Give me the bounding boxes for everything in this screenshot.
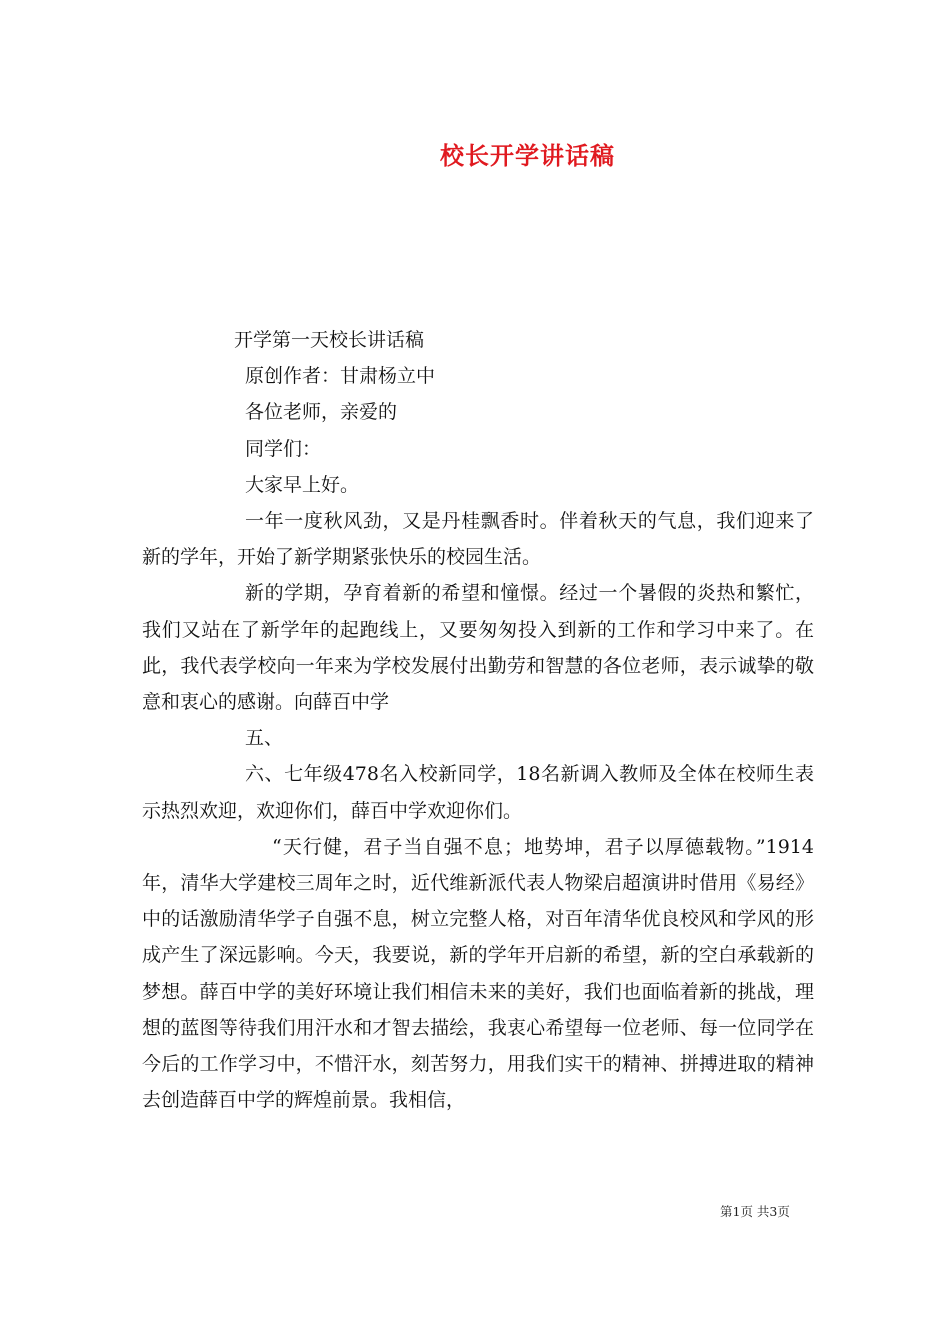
page-number-footer: 第1页 共3页 xyxy=(720,1204,790,1219)
page-title: 校长开学讲话稿 xyxy=(440,142,615,170)
paragraph-1: 一年一度秋风劲，又是丹桂飘香时。伴着秋天的气息，我们迎来了新的学年，开始了新学期紧张快乐的校园生活。 xyxy=(142,510,814,569)
paragraph-3: 五、 xyxy=(245,727,284,750)
speech-heading: 开学第一天校长讲话稿 xyxy=(234,329,425,351)
paragraph-5: “天行健，君子当自强不息；地势坤，君子以厚德载物。”1914年，清华大学建校三周年之时，近代维新派代表人物梁启超演讲时借用《易经》中的话激励清华学子自强不息，树立完整人格，对百年清华优良校风和学风的形成产生了深远影响。今天，我要说，新的学年开启新的希望，新的空白承载新的梦想。薛百中学的美好环境让我们相信未来的美好，我们也面临着新的挑战，理想的蓝图等待我们用汗水和才智去描绘，我衷心希望每一位老师、每一位同学在今后的工作学习中，不惜汗水，刻苦努力，用我们实干的精神、拼搏进取的精神去创造薛百中学的辉煌前景。我相信， xyxy=(142,835,814,1112)
paragraph-4: 六、七年级478名入校新同学，18名新调入教师及全体在校师生表示热烈欢迎，欢迎你们，薛百中学欢迎你们。 xyxy=(142,763,814,822)
salutation-line-1: 各位老师，亲爱的 xyxy=(245,401,398,424)
document-body xyxy=(142,322,814,1118)
paragraph-2: 新的学期，孕育着新的希望和憧憬。经过一个暑假的炎热和繁忙，我们又站在了新学年的起跑线上，又要匆匆投入到新的工作和学习中来了。在此，我代表学校向一年来为学校发展付出勤劳和智慧的各位老师，表示诚挚的敬意和衷心的感谢。向薛百中学 xyxy=(142,582,814,714)
author-line: 原创作者：甘肃杨立中 xyxy=(245,365,436,388)
greeting-line: 大家早上好。 xyxy=(245,473,360,496)
salutation-line-2: 同学们： xyxy=(245,437,322,460)
